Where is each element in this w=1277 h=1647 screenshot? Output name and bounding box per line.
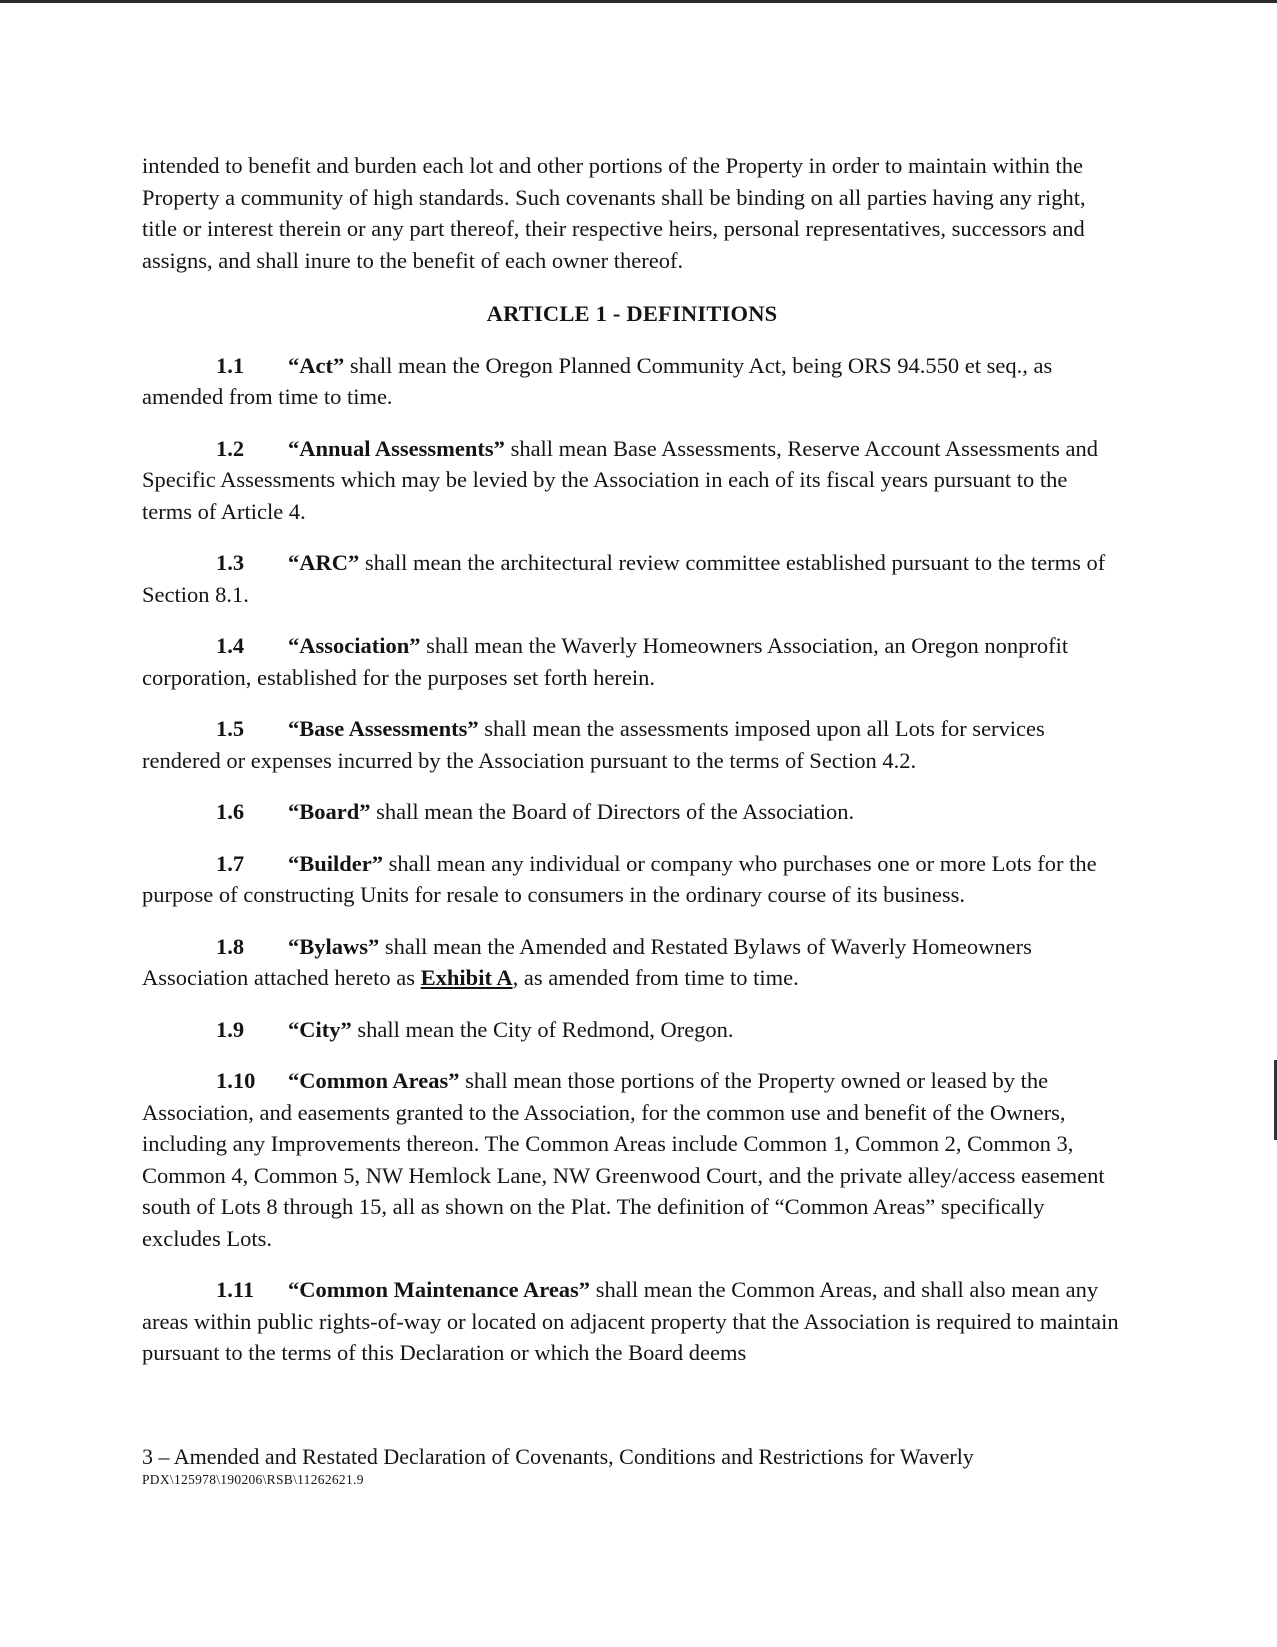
definition-item [142,350,1122,413]
definition-term: “Builder” [288,850,384,876]
definition-term: “Base Assessments” [288,716,479,741]
definition-text: shall mean the Oregon Planned Community Act, being ORS 94.550 et seq., as amended from time to time. [142,352,1053,409]
definition-term: “ARC” [288,550,360,575]
definition-number: 1.6 [216,799,245,824]
footer-document-code: PDX\125978\190206\RSB\11262621.9 [142,1472,364,1487]
definition-item [142,547,1122,610]
definition-number: 1.4 [216,633,245,658]
definition-text: shall mean the Waverly Homeowners Association, an Oregon nonprofit corporation, established for the purposes set forth herein. [142,633,1069,690]
definition-text: shall mean the assessments imposed upon all Lots for services rendered or expenses incurred by the Association pursuant to the terms of Section 4.2. [142,716,1045,773]
definition-item [142,630,1122,693]
definition-number: 1.10 [216,1068,256,1093]
definition-number: 1.8 [216,933,245,959]
page-footer [142,1443,1142,1489]
definition-term: “Association” [288,633,421,658]
definition-text: shall mean Base Assessments, Reserve Account Assessments and Specific Assessments which may be levied by the Association in each of its fiscal years pursuant to the terms of Article 4. [142,435,1098,524]
definition-item [142,1014,1122,1046]
definition-item [142,1065,1122,1254]
definition-item [142,433,1122,528]
definition-term: “Act” [288,352,345,378]
definition-number: 1.1 [216,352,245,378]
definition-text: shall mean the Common Areas, and shall also mean any areas within public rights-of-way or located on adjacent property that the Association is required to maintain pursuant to the terms of this Declaration or which the Board deems [142,1277,1119,1365]
definition-item [142,796,1122,828]
definition-item [142,848,1122,911]
article-heading: ARTICLE 1 - DEFINITIONS [486,301,778,326]
definition-item [142,713,1122,776]
document-page [142,150,1122,1369]
definition-number: 1.2 [216,435,245,461]
definition-text: shall mean the architectural review committee established pursuant to the terms of Section 8.1. [142,550,1106,607]
definition-number: 1.7 [216,850,245,876]
definition-text: shall mean any individual or company who purchases one or more Lots for the purpose of constructing Units for resale to consumers in the ordinary course of its business. [142,850,1097,907]
definition-text: shall mean those portions of the Property owned or leased by the Association, and easements granted to the Association, for the common use and benefit of the Owners, including any Improvements thereon. The Common Areas include Common 1, Common 2, Common 3, Common 4, Common 5, NW Hemlock Lane, NW Greenwood Court, and the private alley/access easement south of Lots 8 through 15, all as shown on the Plat. The definition of “Common Areas” specifically excludes Lots. [142,1068,1105,1251]
definition-text: shall mean the Amended and Restated Bylaws of Waverly Homeowners Association attached hereto as [142,933,1032,990]
definition-item [142,931,1122,994]
definition-term: “Annual Assessments” [288,435,505,461]
definition-text: shall mean the City of Redmond, Oregon. [351,1016,734,1042]
definition-item [142,1274,1122,1369]
definition-number: 1.5 [216,716,245,741]
definition-number: 1.11 [216,1277,255,1302]
exhibit-reference: Exhibit A [420,965,513,990]
definition-number: 1.3 [216,550,245,575]
definition-term: “Common Maintenance Areas” [288,1277,591,1302]
definition-text-after: , as amended from time to time. [512,965,799,990]
intro-paragraph: intended to benefit and burden each lot and other portions of the Property in order to maintain within the Property a community of high standards. Such covenants shall be binding on all parties having any right, title or interest therein or any part thereof, their respective heirs, personal representatives, successors and assigns, and shall inure to the benefit of each owner thereof. [142,153,1086,273]
definition-term: “Board” [288,799,371,824]
definition-number: 1.9 [216,1016,245,1042]
scan-top-border [0,0,1277,3]
definition-term: “Bylaws” [288,933,380,959]
footer-title: 3 – Amended and Restated Declaration of Covenants, Conditions and Restrictions for Waverly [142,1444,974,1469]
definition-term: “Common Areas” [288,1068,460,1093]
definition-text: shall mean the Board of Directors of the Association. [370,799,855,824]
definition-term: “City” [288,1016,352,1042]
